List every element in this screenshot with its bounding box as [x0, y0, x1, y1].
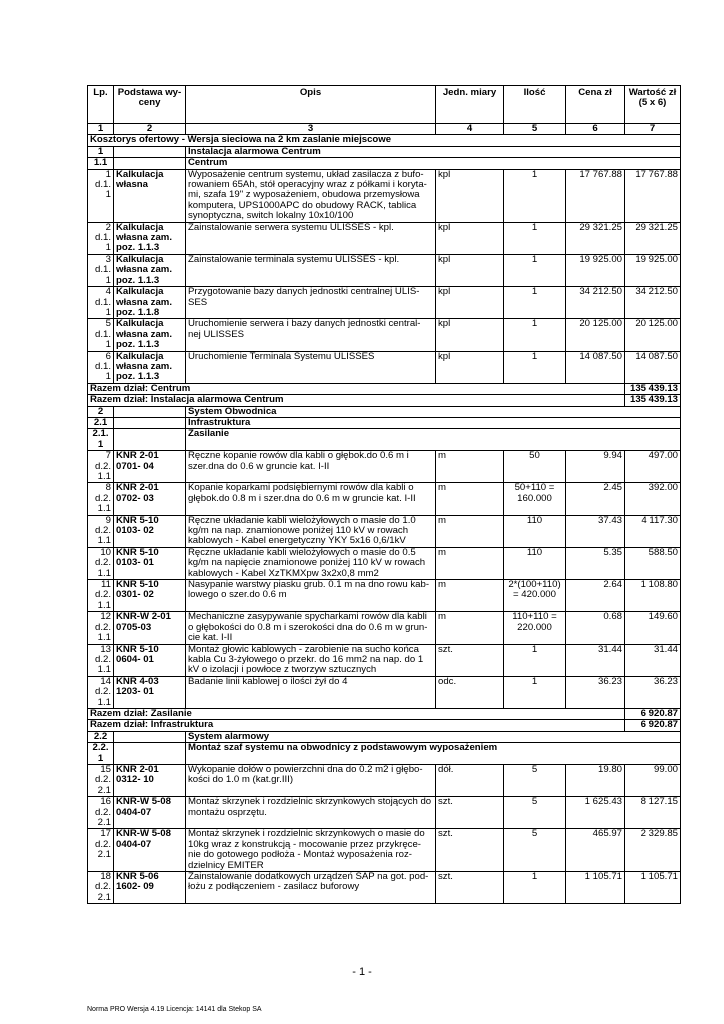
section-title: Zasilanie [186, 429, 681, 451]
table-row [88, 580, 681, 612]
item-description: Zainstalowanie terminala systemu ULISSES - kpl. [186, 254, 436, 286]
section-basis [114, 406, 186, 417]
item-unit: m [436, 612, 504, 644]
item-description: Montaż skrzynek i rozdzielnic skrzynkowych stojących do montażu osprzętu. [186, 797, 436, 829]
item-number: 17 d.2. 2.1 [88, 829, 114, 872]
item-quantity: 1 [504, 169, 566, 222]
table-row [88, 872, 681, 904]
item-value: 8 127.15 [625, 797, 681, 829]
item-basis: KNR 4-03 1203- 01 [114, 676, 186, 708]
item-basis: Kalkulacja własna [114, 169, 186, 222]
item-price: 34 212.50 [566, 287, 625, 319]
table-row [88, 319, 681, 351]
item-price: 31.44 [566, 644, 625, 676]
item-unit: szt. [436, 644, 504, 676]
item-basis: KNR 2-01 0701- 04 [114, 451, 186, 483]
item-unit: odc. [436, 676, 504, 708]
table-header-row [88, 86, 681, 124]
table-row [88, 254, 681, 286]
item-price: 36.23 [566, 676, 625, 708]
section-number: 2 [88, 406, 114, 417]
header-price: Cena zł [566, 86, 625, 124]
item-price: 2.45 [566, 483, 625, 515]
item-price: 19 925.00 [566, 254, 625, 286]
item-value: 20 125.00 [625, 319, 681, 351]
section-row [88, 429, 681, 451]
license-footer: Norma PRO Wersja 4.19 Licencja: 14141 dla Stekop SA [87, 1006, 262, 1013]
table-row [88, 287, 681, 319]
item-description: Przygotowanie bazy danych jednostki centralnej ULIS- SES [186, 287, 436, 319]
item-quantity: 1 [504, 287, 566, 319]
item-value: 588.50 [625, 547, 681, 579]
item-basis: KNR 5-06 1602- 09 [114, 872, 186, 904]
item-basis: KNR 5-10 0301- 02 [114, 580, 186, 612]
section-number: 2.2. 1 [88, 743, 114, 765]
item-unit: m [436, 451, 504, 483]
page-number: - 1 - [352, 966, 372, 978]
item-value: 19 925.00 [625, 254, 681, 286]
item-price: 37.43 [566, 515, 625, 547]
item-number: 1 d.1. 1 [88, 169, 114, 222]
section-total-value: 135 439.13 [625, 383, 681, 394]
section-row [88, 743, 681, 765]
item-unit: m [436, 580, 504, 612]
item-unit: m [436, 547, 504, 579]
section-row [88, 146, 681, 157]
item-description: Montaż skrzynek i rozdzielnic skrzynkowych o masie do 10kg wraz z konstrukcją - mocowanie przez przykręce- nie do gotowego podłoża - Montaż wyposażenia roz- dzielnicy EMITER [186, 829, 436, 872]
item-value: 1 105.71 [625, 872, 681, 904]
item-quantity: 1 [504, 676, 566, 708]
section-number: 2.2 [88, 731, 114, 742]
item-quantity: 110 [504, 547, 566, 579]
section-title: Centrum [186, 158, 681, 169]
section-row [88, 406, 681, 417]
item-quantity: 1 [504, 222, 566, 254]
item-description: Zainstalowanie serwera systemu ULISSES - kpl. [186, 222, 436, 254]
item-description: Wykopanie dołów o powierzchni dna do 0.2 m2 i głębo- kości do 1.0 m (kat.gr.III) [186, 764, 436, 796]
item-unit: m [436, 515, 504, 547]
item-value: 31.44 [625, 644, 681, 676]
table-row [88, 764, 681, 796]
section-total-label: Razem dział: Infrastruktura [88, 720, 625, 731]
item-quantity: 2*(100+110) = 420.000 [504, 580, 566, 612]
column-index: 4 [436, 124, 504, 135]
item-value: 99.00 [625, 764, 681, 796]
item-price: 5.35 [566, 547, 625, 579]
item-basis: Kalkulacja własna zam. poz. 1.1.3 [114, 222, 186, 254]
section-basis [114, 731, 186, 742]
column-index: 6 [566, 124, 625, 135]
item-unit: szt. [436, 797, 504, 829]
header-lp: Lp. [88, 86, 114, 124]
item-price: 2.64 [566, 580, 625, 612]
item-number: 15 d.2. 2.1 [88, 764, 114, 796]
item-number: 12 d.2. 1.1 [88, 612, 114, 644]
item-unit: szt. [436, 872, 504, 904]
item-basis: KNR 2-01 0312- 10 [114, 764, 186, 796]
item-price: 29 321.25 [566, 222, 625, 254]
item-price: 465.97 [566, 829, 625, 872]
section-total-label: Razem dział: Instalacja alarmowa Centrum [88, 395, 625, 406]
section-total-row [88, 395, 681, 406]
item-price: 17 767.88 [566, 169, 625, 222]
section-total-value: 6 920.87 [625, 708, 681, 719]
item-number: 11 d.2. 1.1 [88, 580, 114, 612]
item-basis: KNR 5-10 0103- 02 [114, 515, 186, 547]
item-quantity: 5 [504, 764, 566, 796]
section-basis [114, 417, 186, 428]
item-value: 36.23 [625, 676, 681, 708]
item-value: 2 329.85 [625, 829, 681, 872]
item-value: 392.00 [625, 483, 681, 515]
item-number: 2 d.1. 1 [88, 222, 114, 254]
item-number: 16 d.2. 2.1 [88, 797, 114, 829]
item-price: 1 625.43 [566, 797, 625, 829]
item-quantity: 50+110 = 160.000 [504, 483, 566, 515]
item-number: 18 d.2. 2.1 [88, 872, 114, 904]
table-row [88, 351, 681, 383]
section-total-row [88, 383, 681, 394]
item-description: Uruchomienie Terminala Systemu ULISSES [186, 351, 436, 383]
section-basis [114, 146, 186, 157]
section-basis [114, 743, 186, 765]
item-number: 4 d.1. 1 [88, 287, 114, 319]
table-row [88, 483, 681, 515]
section-row [88, 158, 681, 169]
item-quantity: 1 [504, 254, 566, 286]
table-row [88, 515, 681, 547]
item-quantity: 5 [504, 797, 566, 829]
table-body [88, 135, 681, 904]
item-basis: KNR-W 5-08 0404-07 [114, 797, 186, 829]
item-number: 8 d.2. 1.1 [88, 483, 114, 515]
table-row [88, 797, 681, 829]
table-row [88, 222, 681, 254]
section-number: 2.1 [88, 417, 114, 428]
item-unit: szt. [436, 829, 504, 872]
item-unit: kpl [436, 254, 504, 286]
section-total-label: Razem dział: Centrum [88, 383, 625, 394]
section-total-row [88, 708, 681, 719]
header-description: Opis [186, 86, 436, 124]
item-value: 149.60 [625, 612, 681, 644]
item-quantity: 1 [504, 644, 566, 676]
item-number: 3 d.1. 1 [88, 254, 114, 286]
item-basis: KNR 5-10 0604- 01 [114, 644, 186, 676]
item-basis: KNR-W 5-08 0404-07 [114, 829, 186, 872]
item-description: Mechaniczne zasypywanie spycharkami rowów dla kabli o głębokości do 0.8 m i szerokości dna do 0.6 m w grun- cie kat. I-II [186, 612, 436, 644]
section-basis [114, 429, 186, 451]
section-number: 1.1 [88, 158, 114, 169]
section-total-value: 135 439.13 [625, 395, 681, 406]
item-description: Zainstalowanie dodatkowych urządzeń SAP na got. pod- łożu z podłączeniem - zasilacz buforowy [186, 872, 436, 904]
item-description: Montaż głowic kablowych - zarobienie na sucho końca kabla Cu 3-żyłowego o przekr. do 16 mm2 na nap. do 1 kV o izolacji i powłoce z tworzyw sztucznych [186, 644, 436, 676]
item-value: 34 212.50 [625, 287, 681, 319]
item-price: 0.68 [566, 612, 625, 644]
section-title: Infrastruktura [186, 417, 681, 428]
item-basis: KNR 2-01 0702- 03 [114, 483, 186, 515]
item-price: 9.94 [566, 451, 625, 483]
table-row [88, 829, 681, 872]
section-title: Montaż szaf systemu na obwodnicy z podstawowym wyposażeniem [186, 743, 681, 765]
item-value: 29 321.25 [625, 222, 681, 254]
header-basis: Podstawa wy- ceny [114, 86, 186, 124]
section-total-row [88, 720, 681, 731]
section-number: 1 [88, 146, 114, 157]
item-description: Nasypanie warstwy piasku grub. 0.1 m na dno rowu kab- lowego o szer.do 0.6 m [186, 580, 436, 612]
item-basis: KNR 5-10 0103- 01 [114, 547, 186, 579]
table-row [88, 644, 681, 676]
item-description: Kopanie koparkami podsiębiernymi rowów dla kabli o głębok.do 0.8 m i szer.dna do 0.6 m w gruncie kat. I-II [186, 483, 436, 515]
item-value: 17 767.88 [625, 169, 681, 222]
item-unit: kpl [436, 287, 504, 319]
item-description: Uruchomienie serwera i bazy danych jednostki central- nej ULISSES [186, 319, 436, 351]
item-number: 9 d.2. 1.1 [88, 515, 114, 547]
section-row [88, 417, 681, 428]
item-unit: m [436, 483, 504, 515]
section-basis [114, 158, 186, 169]
table-row [88, 547, 681, 579]
table-row [88, 451, 681, 483]
item-description: Badanie linii kablowej o ilości żył do 4 [186, 676, 436, 708]
item-description: Ręczne kopanie rowów dla kabli o głębok.do 0.6 m i szer.dna do 0.6 w gruncie kat. I-II [186, 451, 436, 483]
item-basis: Kalkulacja własna zam. poz. 1.1.8 [114, 287, 186, 319]
item-value: 497.00 [625, 451, 681, 483]
section-total-value: 6 920.87 [625, 720, 681, 731]
item-unit: kpl [436, 169, 504, 222]
item-price: 1 105.71 [566, 872, 625, 904]
header-unit: Jedn. miary [436, 86, 504, 124]
item-quantity: 110 [504, 515, 566, 547]
item-quantity: 1 [504, 872, 566, 904]
header-quantity: Ilość [504, 86, 566, 124]
item-number: 7 d.2. 1.1 [88, 451, 114, 483]
item-basis: KNR-W 2-01 0705-03 [114, 612, 186, 644]
section-total-label: Razem dział: Zasilanie [88, 708, 625, 719]
item-quantity: 1 [504, 351, 566, 383]
item-quantity: 5 [504, 829, 566, 872]
item-number: 14 d.2. 1.1 [88, 676, 114, 708]
section-title: System alarmowy [186, 731, 681, 742]
column-index: 7 [625, 124, 681, 135]
item-description: Wyposażenie centrum systemu, układ zasilacza z bufo- rowaniem 65Ah, stół operacyjny wraz z półkami i koryta- mi, szafa 19" z wyposażeniem, obudowa przemysłowa komputera, UPS1000APC do obudowy RACK, tablica synoptyczna, switch lokalny 10x10/100 [186, 169, 436, 222]
item-basis: Kalkulacja własna zam. poz. 1.1.3 [114, 319, 186, 351]
column-index: 5 [504, 124, 566, 135]
column-index: 2 [114, 124, 186, 135]
item-number: 13 d.2. 1.1 [88, 644, 114, 676]
column-index: 3 [186, 124, 436, 135]
header-value: Wartość zł (5 x 6) [625, 86, 681, 124]
item-unit: dół. [436, 764, 504, 796]
item-unit: kpl [436, 351, 504, 383]
section-title: Instalacja alarmowa Centrum [186, 146, 681, 157]
item-quantity: 50 [504, 451, 566, 483]
item-number: 5 d.1. 1 [88, 319, 114, 351]
estimate-title-row [88, 135, 681, 146]
cost-estimate-table [87, 85, 681, 904]
item-quantity: 110+110 = 220.000 [504, 612, 566, 644]
section-title: System Obwodnica [186, 406, 681, 417]
item-value: 4 117.30 [625, 515, 681, 547]
table-row [88, 612, 681, 644]
column-index-row [88, 124, 681, 135]
item-description: Ręczne układanie kabli wielożyłowych o masie do 1.0 kg/m na nap. znamionowe poniżej 110 kV w rowach kablowych - Kabel energetyczny YKY 5x16 0,6/1kV [186, 515, 436, 547]
item-value: 1 108.80 [625, 580, 681, 612]
item-unit: kpl [436, 319, 504, 351]
item-quantity: 1 [504, 319, 566, 351]
item-number: 6 d.1. 1 [88, 351, 114, 383]
item-value: 14 087.50 [625, 351, 681, 383]
item-basis: Kalkulacja własna zam. poz. 1.1.3 [114, 254, 186, 286]
column-index: 1 [88, 124, 114, 135]
table-row [88, 676, 681, 708]
table-row [88, 169, 681, 222]
section-row [88, 731, 681, 742]
item-unit: kpl [436, 222, 504, 254]
item-price: 19.80 [566, 764, 625, 796]
item-price: 14 087.50 [566, 351, 625, 383]
estimate-title: Kosztorys ofertowy - Wersja sieciowa na 2 km zaslanie miejscowe [88, 135, 681, 146]
item-description: Ręczne układanie kabli wielożyłowych o masie do 0.5 kg/m na napięcie znamionowe poniżej 110 kV w rowach kablowych - Kabel XzTKMXpw 3x2x0,8 mm2 [186, 547, 436, 579]
item-number: 10 d.2. 1.1 [88, 547, 114, 579]
section-number: 2.1. 1 [88, 429, 114, 451]
item-price: 20 125.00 [566, 319, 625, 351]
item-basis: Kalkulacja własna zam. poz. 1.1.3 [114, 351, 186, 383]
